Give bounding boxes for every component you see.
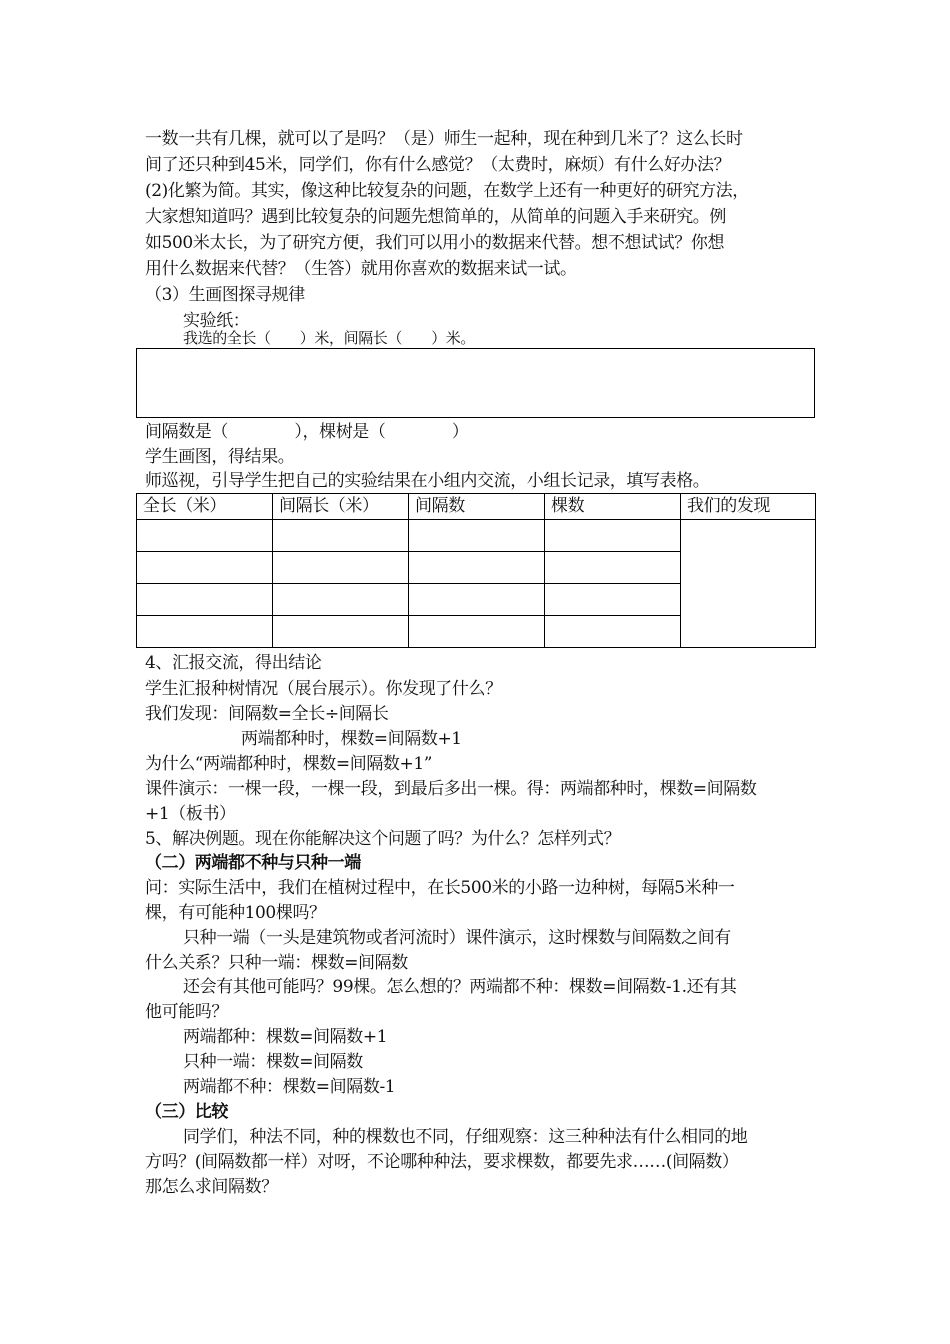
text-line: 实验纸： xyxy=(183,311,250,331)
results-table xyxy=(136,493,816,648)
text-line: 什么关系？只种一端：棵数=间隔数 xyxy=(145,953,408,973)
table-row xyxy=(137,520,816,552)
table-cell xyxy=(137,552,273,584)
table-cell xyxy=(545,552,681,584)
text-line: 为什么“两端都种时，棵数=间隔数+1” xyxy=(145,754,433,774)
formula-line: 只种一端：棵数=间隔数 xyxy=(183,1052,363,1072)
text-line: 他可能吗？ xyxy=(145,1002,228,1022)
table-cell xyxy=(273,552,409,584)
worksheet-blanks: 间隔数是（ ），棵树是（ ） xyxy=(145,422,469,442)
table-cell xyxy=(409,520,545,552)
text-line: 问：实际生活中，我们在植树过程中，在长500米的小路一边种树，每隔5米种一 xyxy=(145,878,735,898)
text-line: 那怎么求间隔数？ xyxy=(145,1177,278,1197)
text-line: 间了还只种到45米，同学们，你有什么感觉？（太费时，麻烦）有什么好办法？ xyxy=(145,155,731,175)
text-line: 我们发现：间隔数=全长÷间隔长 xyxy=(145,704,389,724)
table-header-row xyxy=(137,494,816,520)
section-heading: （二）两端都不种与只种一端 xyxy=(145,853,361,873)
table-header: 间隔数 xyxy=(409,494,545,520)
findings-cell xyxy=(681,520,816,648)
text-line: 只种一端（一头是建筑物或者河流时）课件演示，这时棵数与间隔数之间有 xyxy=(183,928,731,948)
table-header: 间隔长（米） xyxy=(273,494,409,520)
text-line: 方吗？(间隔数都一样）对呀，不论哪种种法，要求棵数，都要先求……(间隔数） xyxy=(145,1152,739,1172)
formula-line: 两端都不种：棵数=间隔数-1 xyxy=(183,1077,396,1097)
table-cell xyxy=(545,616,681,648)
text-line: 同学们，种法不同，种的棵数也不同，仔细观察：这三种种法有什么相同的地 xyxy=(183,1127,748,1147)
table-header: 棵数 xyxy=(545,494,681,520)
text-line: 还会有其他可能吗？99棵。怎么想的？两端都不种：棵数=间隔数-1.还有其 xyxy=(183,977,737,997)
table-header: 全长（米） xyxy=(137,494,273,520)
text-line: 一数一共有几棵，就可以了是吗？（是）师生一起种，现在种到几米了？这么长时 xyxy=(145,129,743,149)
table-cell xyxy=(137,584,273,616)
text-line: 棵，有可能种100棵吗？ xyxy=(145,903,326,923)
text-line: 大家想知道吗？遇到比较复杂的问题先想简单的，从简单的问题入手来研究。例 xyxy=(145,207,726,227)
formula-line: 两端都种时，棵数=间隔数+1 xyxy=(241,729,462,749)
table-cell xyxy=(273,520,409,552)
text-line: (2)化繁为简。其实，像这种比较复杂的问题，在数学上还有一种更好的研究方法， xyxy=(145,181,749,201)
text-line: 学生汇报种树情况（展台展示）。你发现了什么？ xyxy=(145,679,502,699)
table-cell xyxy=(409,616,545,648)
table-cell xyxy=(137,616,273,648)
table-cell xyxy=(545,520,681,552)
text-line: 如500米太长，为了研究方便，我们可以用小的数据来代替。想不想试试？你想 xyxy=(145,233,725,253)
section-heading: （3）生画图探寻规律 xyxy=(145,285,305,305)
drawing-area-box xyxy=(136,348,815,418)
text-line: 学生画图，得结果。 xyxy=(145,447,295,467)
worksheet-prompt: 我选的全长（ ）米，间隔长（ ）米。 xyxy=(183,329,476,347)
section-heading: （三）比较 xyxy=(145,1102,228,1122)
text-line: 师巡视，引导学生把自己的实验结果在小组内交流，小组长记录，填写表格。 xyxy=(145,471,710,491)
formula-line: 两端都种：棵数=间隔数+1 xyxy=(183,1027,388,1047)
table-cell xyxy=(409,552,545,584)
table-cell xyxy=(273,616,409,648)
table-cell xyxy=(137,520,273,552)
table-header: 我们的发现 xyxy=(681,494,816,520)
text-line: 用什么数据来代替？（生答）就用你喜欢的数据来试一试。 xyxy=(145,259,577,279)
section-heading: 4、汇报交流，得出结论 xyxy=(145,653,322,673)
table-cell xyxy=(409,584,545,616)
text-line: +1（板书） xyxy=(145,804,236,824)
text-line: 课件演示：一棵一段，一棵一段，到最后多出一棵。得：两端都种时，棵数=间隔数 xyxy=(145,779,757,799)
table-cell xyxy=(273,584,409,616)
table-cell xyxy=(545,584,681,616)
section-heading: 5、解决例题。现在你能解决这个问题了吗？为什么？怎样列式？ xyxy=(145,829,621,849)
